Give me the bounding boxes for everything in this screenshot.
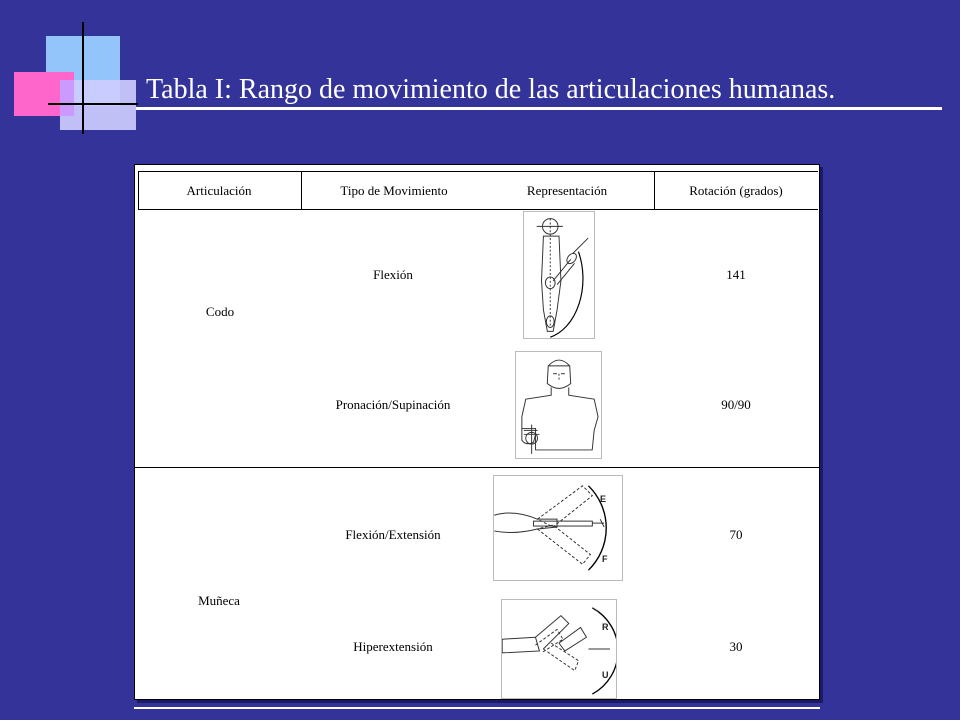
group-divider xyxy=(135,467,819,468)
deco-vertical-line xyxy=(82,22,84,134)
label-f: F xyxy=(602,554,608,564)
rotation-flexion: 141 xyxy=(726,267,746,282)
wrist-deviation-figure xyxy=(501,599,617,699)
label-u: U xyxy=(602,670,609,680)
slide-title: Tabla I: Rango de movimiento de las articulaciones humanas. xyxy=(146,74,836,105)
movement-pronacion-supinacion: Pronación/Supinación xyxy=(335,397,451,412)
bottom-rule xyxy=(134,707,820,709)
header-articulacion: Articulación xyxy=(186,183,252,198)
title-underline xyxy=(136,107,942,110)
range-of-motion-table xyxy=(134,164,820,700)
header-left-border xyxy=(138,171,139,210)
header-bottom-border xyxy=(138,209,818,210)
rotation-pronacion-supinacion: 90/90 xyxy=(721,397,751,412)
header-top-border xyxy=(138,171,818,172)
deco-square-blend xyxy=(60,80,74,116)
joint-codo: Codo xyxy=(205,304,235,319)
header-divider-3 xyxy=(654,171,655,210)
movement-flexion-extension: Flexión/Extensión xyxy=(345,527,441,542)
wrist-flexion-extension-figure xyxy=(493,475,623,581)
rotation-flexion-extension: 70 xyxy=(729,527,743,542)
movement-flexion: Flexión xyxy=(373,267,413,282)
rotation-hiperextension: 30 xyxy=(729,639,743,654)
header-rotacion: Rotación (grados) xyxy=(689,183,783,198)
label-r: R xyxy=(602,622,609,632)
joint-muneca: Muñeca xyxy=(198,593,240,608)
header-representacion: Representación xyxy=(526,183,608,198)
movement-hiperextension: Hiperextensión xyxy=(353,639,433,654)
header-tipo-movimiento: Tipo de Movimiento xyxy=(340,183,448,198)
header-divider-1 xyxy=(301,171,302,210)
elbow-pronation-figure xyxy=(515,351,602,459)
label-e: E xyxy=(600,494,607,504)
elbow-flexion-figure xyxy=(523,211,595,339)
deco-horizontal-line xyxy=(48,103,138,105)
